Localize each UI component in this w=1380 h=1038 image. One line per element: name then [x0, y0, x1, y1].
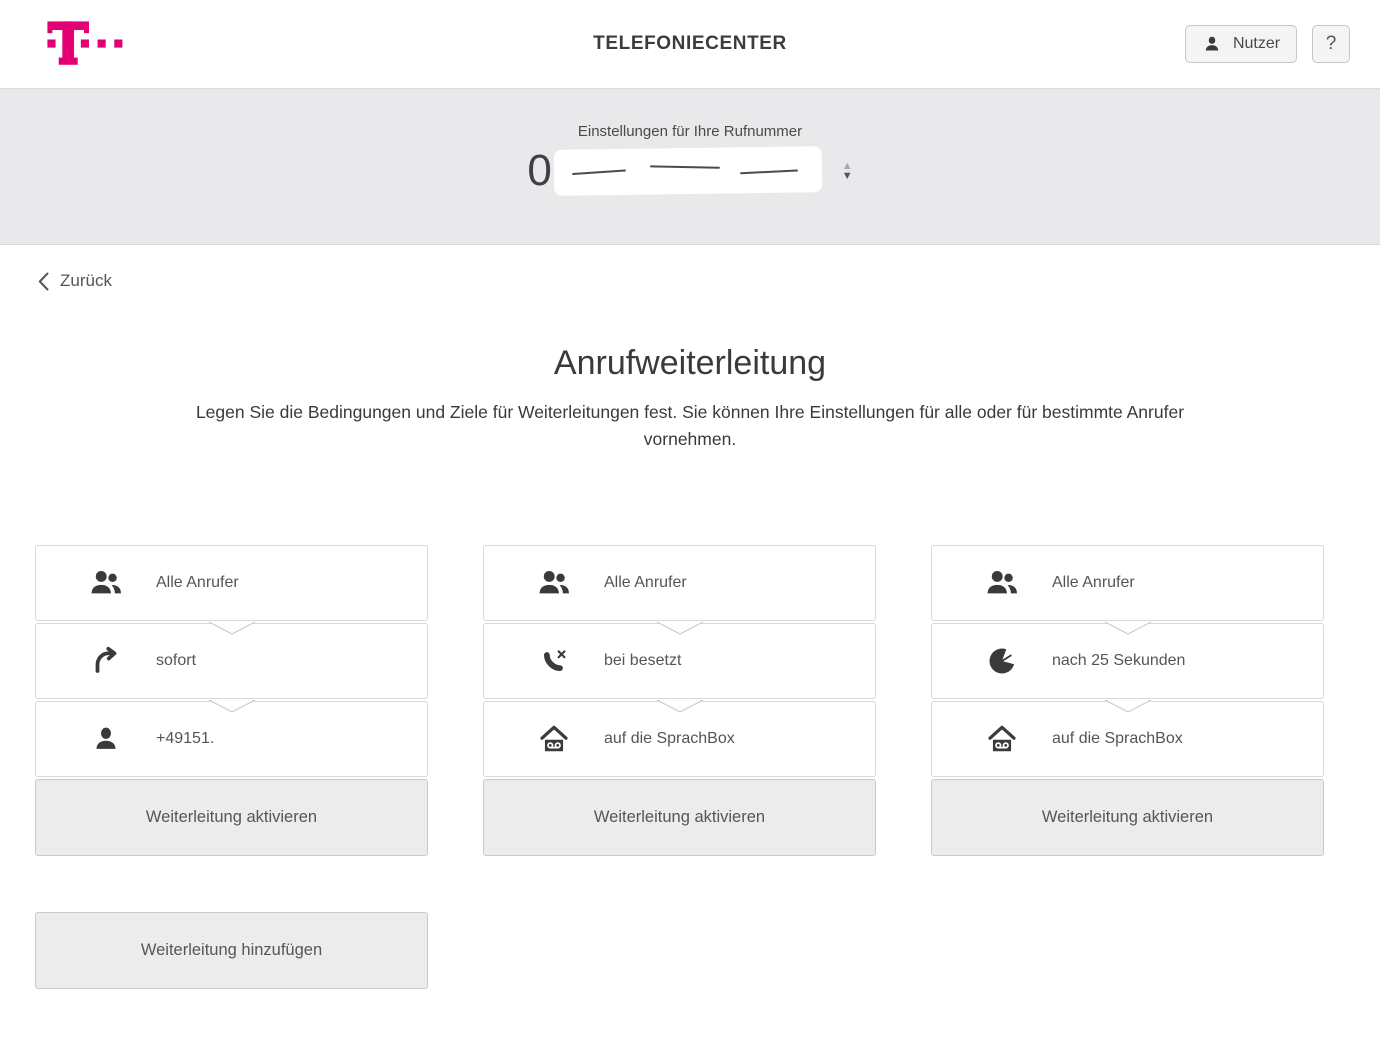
telekom-t-icon [36, 16, 132, 72]
caret-down-icon: ▼ [841, 170, 853, 182]
target-label: auf die SprachBox [1052, 729, 1183, 747]
person-icon [86, 724, 126, 754]
target-row[interactable] [35, 701, 428, 777]
caller-row[interactable] [931, 545, 1324, 621]
condition-label: nach 25 Sekunden [1052, 651, 1186, 669]
condition-label: sofort [156, 651, 197, 669]
people-icon [86, 568, 126, 598]
target-row[interactable] [483, 701, 876, 777]
divider-notch [1105, 699, 1151, 713]
app-header [0, 0, 1380, 88]
people-icon [534, 568, 574, 598]
chevron-left-icon [38, 272, 49, 291]
phone-number-value: 0 [527, 146, 821, 196]
forwarding-card-2 [483, 545, 876, 856]
help-button[interactable] [1312, 25, 1350, 63]
divider-notch [657, 621, 703, 635]
clock-icon [982, 646, 1022, 676]
redaction-overlay [553, 146, 822, 196]
caret-up-icon: ▲ [841, 160, 853, 172]
forwarding-cards [0, 545, 1380, 856]
phone-busy-icon [534, 646, 574, 676]
back-link-label: Zurück [60, 271, 112, 290]
condition-row[interactable] [483, 623, 876, 699]
activate-forwarding-button[interactable]: Weiterleitung aktivieren [483, 779, 876, 856]
page-title: Anrufweiterleitung [553, 343, 827, 382]
target-row[interactable] [931, 701, 1324, 777]
divider-notch [209, 699, 255, 713]
divider-notch [209, 621, 255, 635]
condition-label: bei besetzt [604, 651, 682, 669]
people-icon [982, 568, 1022, 598]
page-header-title: TELEFONIECENTER [593, 33, 787, 54]
number-spinner[interactable] [842, 161, 853, 181]
caller-label: Alle Anrufer [1052, 573, 1135, 591]
voicemail-house-icon [534, 723, 574, 755]
divider-notch [657, 699, 703, 713]
condition-row[interactable] [931, 623, 1324, 699]
caller-row[interactable] [483, 545, 876, 621]
divider-notch [1105, 621, 1151, 635]
question-mark-icon: ? [1325, 33, 1337, 54]
caller-label: Alle Anrufer [604, 573, 687, 591]
add-forwarding-button[interactable]: Weiterleitung hinzufügen [35, 912, 428, 989]
caller-label: Alle Anrufer [156, 573, 239, 591]
forwarding-card-1 [35, 545, 428, 856]
phone-number-banner [0, 88, 1380, 245]
activate-forwarding-button[interactable]: Weiterleitung aktivieren [35, 779, 428, 856]
target-label: +49151. [156, 729, 215, 747]
activate-forwarding-button[interactable]: Weiterleitung aktivieren [931, 779, 1324, 856]
condition-row[interactable] [35, 623, 428, 699]
banner-label: Einstellungen für Ihre Rufnummer [577, 123, 803, 140]
forward-arrow-icon [86, 646, 126, 676]
page-description: Legen Sie die Bedingungen und Ziele für Weiterleitungen fest. Sie können Ihre Einstellungen für alle oder für bestimmte Anrufer vornehmen. [195, 401, 1185, 449]
target-label: auf die SprachBox [604, 729, 735, 747]
header-buttons [1185, 25, 1350, 63]
voicemail-house-icon [982, 723, 1022, 755]
telekom-logo[interactable] [36, 16, 132, 72]
user-button[interactable] [1185, 25, 1297, 63]
phone-number-selector[interactable] [527, 146, 852, 196]
back-link[interactable] [38, 271, 112, 291]
user-button-label: Nutzer [1232, 35, 1281, 52]
user-icon [1202, 34, 1222, 54]
caller-row[interactable] [35, 545, 428, 621]
forwarding-card-3 [931, 545, 1324, 856]
